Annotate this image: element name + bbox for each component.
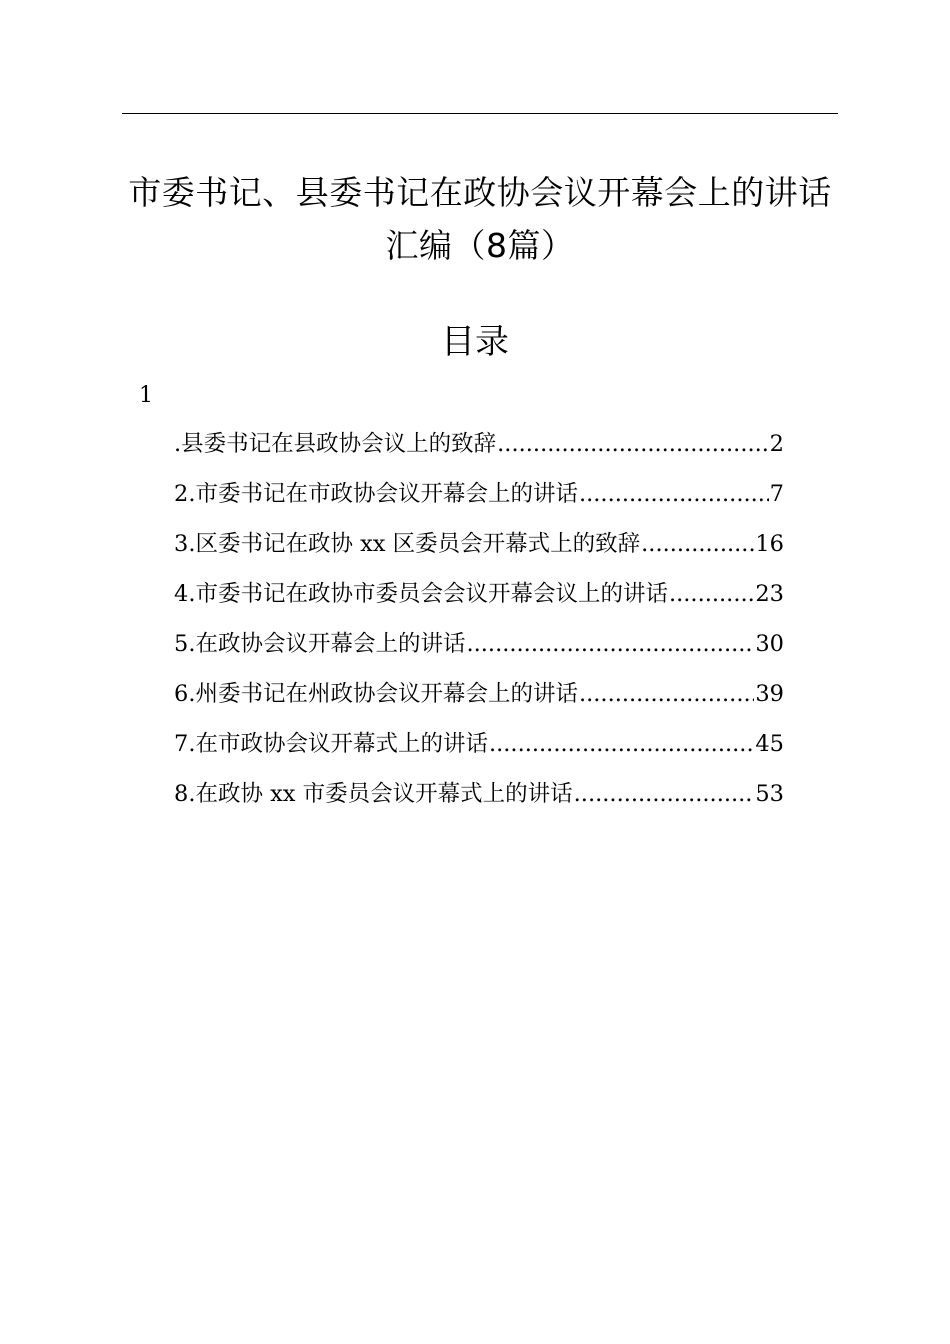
document-title: 市委书记、县委书记在政协会议开幕会上的讲话汇编（8篇） [128, 173, 832, 265]
toc-entry-title: 4.市委书记在政协市委员会会议开幕会议上的讲话 [174, 581, 668, 607]
toc-entry-page: 39 [755, 681, 784, 707]
toc-entry-title: 2.市委书记在市政协会议开幕会上的讲话 [174, 481, 578, 507]
toc-entry-page: 7 [769, 481, 784, 507]
toc-heading: 目录 [441, 322, 509, 362]
toc-dot-leader [497, 424, 769, 464]
toc-entry-8[interactable] [174, 774, 784, 824]
toc-dot-leader [641, 524, 754, 564]
toc-entry-2[interactable] [174, 474, 784, 524]
toc-entry-title: 8.在政协 xx 市委员会议开幕式上的讲话 [174, 781, 573, 807]
toc-entry-title: 3.区委书记在政协 xx 区委员会开幕式上的致辞 [174, 531, 641, 557]
toc-entry-5[interactable] [174, 624, 784, 674]
toc-entry-6[interactable] [174, 674, 784, 724]
toc-entry-title: 5.在政协会议开幕会上的讲话 [174, 631, 466, 657]
header-rule [122, 113, 838, 114]
toc-entry-page: 16 [755, 531, 784, 557]
toc-entry-title: 6.州委书记在州政协会议开幕会上的讲话 [174, 681, 578, 707]
toc-dot-leader [466, 624, 754, 664]
list-level-number: 1 [139, 383, 153, 408]
toc-entry-page: 45 [755, 731, 784, 757]
toc-dot-leader [579, 674, 754, 714]
toc-dot-leader [574, 774, 755, 814]
toc-entry-title: .县委书记在县政协会议上的致辞 [174, 431, 497, 457]
toc-entry-page: 23 [755, 581, 784, 607]
toc-entry-page: 53 [755, 781, 784, 807]
toc-entry-3[interactable] [174, 524, 784, 574]
toc-dot-leader [489, 724, 754, 764]
toc-dot-leader [669, 574, 754, 614]
toc-entry-title: 7.在市政协会议开幕式上的讲话 [174, 731, 488, 757]
toc-entry-page: 2 [769, 431, 784, 457]
table-of-contents [174, 424, 784, 824]
toc-entry-1[interactable] [174, 424, 784, 474]
toc-entry-page: 30 [755, 631, 784, 657]
toc-entry-4[interactable] [174, 574, 784, 624]
toc-entry-7[interactable] [174, 724, 784, 774]
toc-dot-leader [579, 474, 769, 514]
